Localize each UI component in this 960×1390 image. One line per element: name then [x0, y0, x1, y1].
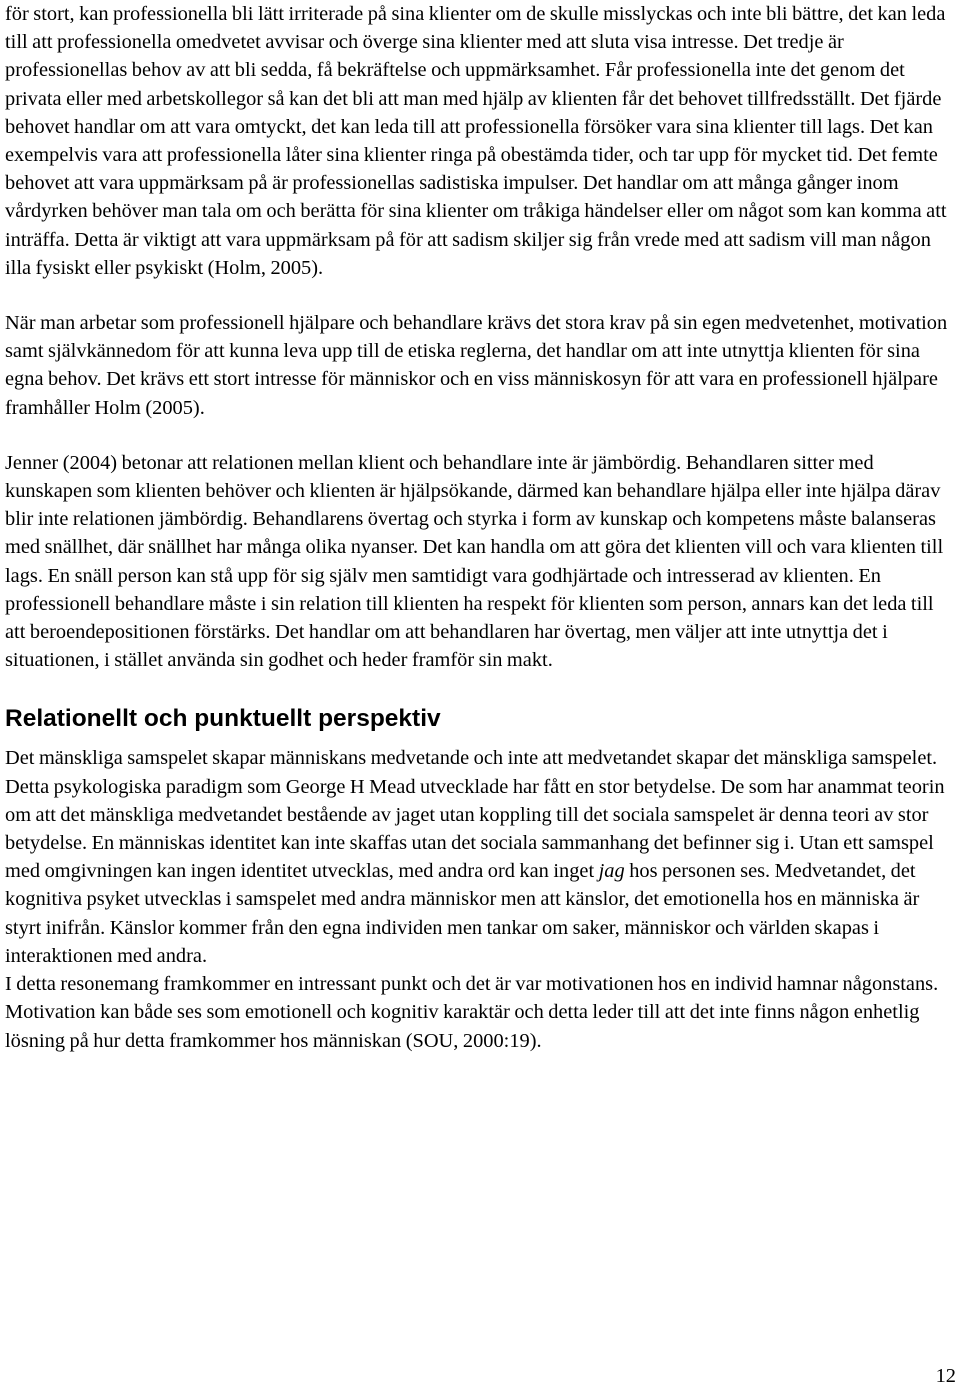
- paragraph: I detta resonemang framkommer en intressant punkt och det är var motivationen hos en individ hamnar någonstans. Motivation kan både ses som emotionell och kognitiv karaktär och detta leder till att det inte finns någon enhetlig lösning på hur detta framkommer hos människan (SOU, 2000:19).: [5, 973, 939, 1052]
- paragraph: När man arbetar som professionell hjälpare och behandlare krävs det stora krav på sin egen medvetenhet, motivation samt självkännedom för att kunna leva upp till de etiska reglerna, det handlar om att inte utnyttja klienten för sina egna behov. Det krävs ett stort intresse för människor och en viss människosyn för att vara en professionell hjälpare framhåller Holm (2005).: [5, 312, 948, 419]
- document-body: [5, 0, 955, 1055]
- paragraph: för stort, kan professionella bli lätt irriterade på sina klienter om de skulle misslyckas och inte bli bättre, det kan leda till att professionella omedvetet avvisar och överge sina klienter med att sluta visa intresse. Det tredje är professionellas behov av att bli sedda, få bekräftelse och uppmärksamhet. Får professionella inte det genom det privata eller med arbetskollegor så kan det bli att man med hjälp av klienten får det behovet tillfredsställt. Det fjärde behovet handlar om att vara omtyckt, det kan leda till att professionella försöker vara sina klienter till lags. Det kan exempelvis vara att professionella låter sina klienter ringa på obestämda tider, och tar upp för mycket tid. Det femte behovet att vara uppmärksam på är professionellas sadistiska impulser. Det handlar om att många gånger inom vårdyrken behöver man tala om och berätta för sina klienter om tråkiga händelser eller om något som kan komma att inträffa. Detta är viktigt att vara uppmärksam på för att sadism skiljer sig från vrede med att sadism vill man någon illa fysiskt eller psykiskt (Holm, 2005).: [5, 3, 947, 279]
- paragraph: Jenner (2004) betonar att relationen mellan klient och behandlare inte är jämbördig. Behandlaren sitter med kunskapen som klienten behöver och klienten är hjälpsökande, därmed kan behandlare hjälpa eller inte hjälpa därav blir inte relationen jämbördig. Behandlarens övertag och styrka i form av kunskap och kompetens måste balanseras med snällhet, där snällhet har många olika nyanser. Det kan handla om att göra det klienten vill och vara klienten till lags. En snäll person kan stå upp för sig själv men samtidigt vara godhjärtade och intresserad av klienten. En professionell behandlare måste i sin relation till klienten ha respekt för klienten som person, annars kan det leda till att beroendepositionen förstärks. Det handlar om att behandlaren har övertag, men väljer att inte utnyttja det i situationen, i stället använda sin godhet och heder framför sin makt.: [5, 451, 944, 672]
- italic-term: jag: [598, 860, 625, 883]
- paragraph-text: Det mänskliga samspelet skapar människans medvetande och inte att medvetandet skapar det mänskliga samspelet. Detta psykologiska paradigm som George H Mead utvecklade har fått en stor betydelse. De som har anammat teorin om att det mänskliga medvetandet bestående av jaget utan koppling till det sociala samspelet är denna teori av stor betydelse. En människas identitet kan inte skaffas utan det sociala sammanhang det befinner sig i. Utan ett samspel med omgivningen kan ingen identitet utvecklas, med andra ord kan inget: [5, 747, 945, 883]
- paragraph-text: hos personen ses. Medvetandet, det kognitiva psyket utvecklas i samspelet med andra människor men att känslor, det emotionella hos en människa är styrt inifrån. Känslor kommer från den egna individen men tankar om saker, människor och världen skapas i interaktionen med andra.: [5, 860, 920, 967]
- paragraph: [5, 744, 955, 970]
- page-number: 12: [935, 1365, 956, 1387]
- section-heading: Relationellt och punktuellt perspektiv: [5, 705, 441, 733]
